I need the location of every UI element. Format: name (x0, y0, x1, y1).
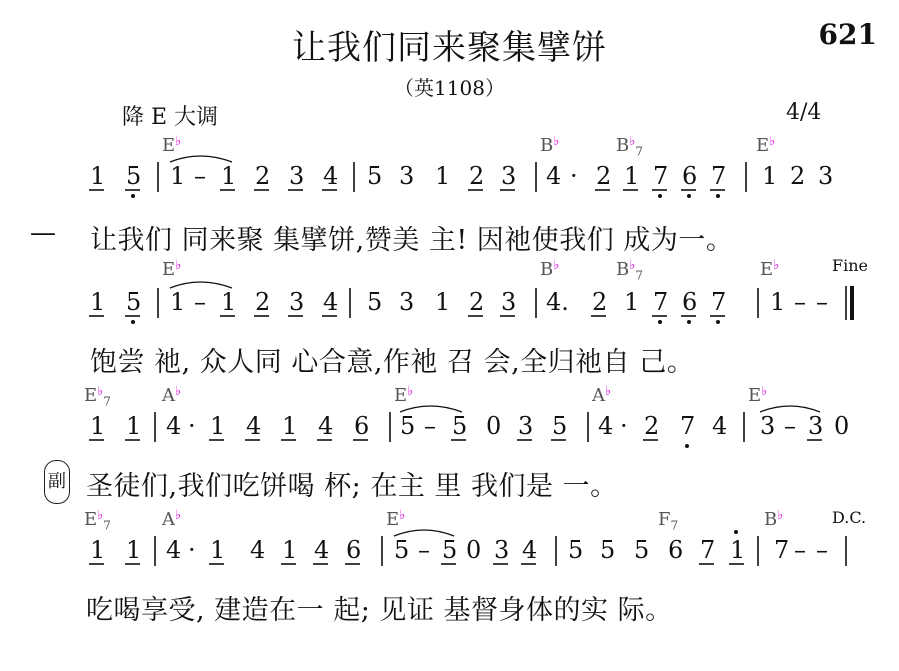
svg-text:2: 2 (255, 288, 271, 316)
svg-text:6: 6 (346, 536, 362, 564)
key-signature: 降 E 大调 (122, 105, 219, 130)
svg-text:4: 4 (598, 412, 614, 440)
svg-text:1: 1 (435, 162, 451, 190)
svg-text:3: 3 (399, 162, 415, 190)
chord: E♭ (162, 134, 182, 156)
chord: $B^♭_7$ (616, 134, 644, 159)
lyrics-line-1: 让我们 同来聚 集擘饼,赞美 主! 因祂使我们 成为一。 (90, 225, 734, 256)
svg-text:0: 0 (486, 412, 502, 440)
time-signature: 4/4 (786, 100, 822, 125)
svg-text:1: 1 (126, 536, 142, 564)
hymn-number: 621 (818, 18, 877, 51)
svg-text:2: 2 (255, 162, 271, 190)
svg-text:–: – (816, 288, 828, 316)
svg-text:1: 1 (730, 536, 746, 564)
svg-text:2: 2 (469, 288, 485, 316)
svg-text:5: 5 (442, 536, 458, 564)
svg-text:1: 1 (126, 412, 142, 440)
svg-text:1: 1 (282, 412, 298, 440)
notation-row-1 (0, 156, 899, 200)
notation-row-2 (0, 282, 899, 326)
svg-text:1: 1 (210, 536, 226, 564)
svg-text:1: 1 (221, 162, 237, 190)
svg-text:4.: 4. (546, 288, 569, 316)
svg-text:6: 6 (682, 162, 698, 190)
svg-text:4: 4 (712, 412, 728, 440)
chord: $F_7$ (658, 509, 679, 533)
dc-marker: D.C. (832, 508, 867, 527)
chord: $E^♭_7$ (84, 384, 111, 409)
svg-text:4: 4 (522, 536, 538, 564)
svg-text:4: 4 (250, 536, 266, 564)
svg-text:·: · (188, 536, 196, 564)
chord: E♭ (394, 384, 414, 406)
svg-text:5: 5 (367, 288, 383, 316)
notation-svg-1 (0, 156, 899, 206)
svg-text:3: 3 (818, 162, 834, 190)
svg-text:5: 5 (552, 412, 568, 440)
line-lead-dash: — (30, 218, 57, 248)
svg-text:5: 5 (600, 536, 616, 564)
svg-text:3: 3 (760, 412, 776, 440)
svg-text:4: 4 (546, 162, 562, 190)
svg-text:1: 1 (90, 162, 106, 190)
svg-text:2: 2 (790, 162, 806, 190)
notation-svg-4 (0, 530, 899, 580)
svg-text:7: 7 (700, 536, 716, 564)
svg-text:4: 4 (323, 162, 339, 190)
chord: A♭ (592, 384, 612, 406)
svg-text:2: 2 (592, 288, 608, 316)
svg-text:3: 3 (808, 412, 824, 440)
lyrics-line-3: 圣徒们,我们吃饼喝 杯; 在主 里 我们是 一。 (86, 471, 618, 502)
english-reference: （英1108） (394, 76, 505, 100)
svg-text:5: 5 (452, 412, 468, 440)
svg-text:–: – (816, 536, 828, 564)
svg-text:7: 7 (653, 288, 669, 316)
svg-text:1: 1 (435, 288, 451, 316)
chord: $B^♭_7$ (616, 258, 644, 283)
fine-marker: Fine (832, 256, 868, 275)
svg-text:0: 0 (834, 412, 850, 440)
chord-row-2 (0, 258, 899, 284)
song-title: 让我们同来聚集擘饼 (292, 28, 607, 68)
svg-text:1: 1 (770, 288, 786, 316)
svg-text:1: 1 (90, 288, 106, 316)
svg-text:3: 3 (501, 162, 517, 190)
svg-text:3: 3 (494, 536, 510, 564)
svg-text:5: 5 (634, 536, 650, 564)
svg-text:7: 7 (653, 162, 669, 190)
chorus-marker: 副 (44, 460, 70, 504)
svg-text:3: 3 (501, 288, 517, 316)
chord: B♭ (764, 508, 784, 530)
svg-text:2: 2 (644, 412, 660, 440)
svg-text:1: 1 (624, 162, 640, 190)
svg-text:7: 7 (711, 288, 727, 316)
svg-text:–: – (194, 288, 206, 316)
svg-text:4: 4 (323, 288, 339, 316)
svg-text:3: 3 (289, 162, 305, 190)
svg-text:7: 7 (711, 162, 727, 190)
svg-text:1: 1 (170, 162, 186, 190)
svg-text:6: 6 (668, 536, 684, 564)
svg-text:5: 5 (400, 412, 416, 440)
chord: A♭ (162, 508, 182, 530)
svg-text:1: 1 (210, 412, 226, 440)
svg-text:1: 1 (624, 288, 640, 316)
svg-text:1: 1 (170, 288, 186, 316)
svg-text:7: 7 (774, 536, 790, 564)
chord: E♭ (748, 384, 768, 406)
svg-text:·: · (188, 412, 196, 440)
chord: $E^♭_7$ (84, 508, 111, 533)
svg-text:3: 3 (399, 288, 415, 316)
svg-text:–: – (424, 412, 436, 440)
notation-row-3 (0, 406, 899, 450)
svg-text:·: · (570, 162, 578, 190)
svg-text:4: 4 (166, 412, 182, 440)
svg-text:1: 1 (221, 288, 237, 316)
svg-text:·: · (620, 412, 628, 440)
svg-text:–: – (794, 288, 806, 316)
svg-text:4: 4 (314, 536, 330, 564)
svg-text:1: 1 (762, 162, 778, 190)
lyrics-line-4: 吃喝享受, 建造在一 起; 见证 基督身体的实 际。 (86, 595, 673, 626)
svg-text:–: – (784, 412, 796, 440)
svg-text:7: 7 (680, 412, 696, 440)
svg-text:4: 4 (166, 536, 182, 564)
svg-text:–: – (794, 536, 806, 564)
chord: A♭ (162, 384, 182, 406)
svg-text:5: 5 (367, 162, 383, 190)
svg-text:2: 2 (469, 162, 485, 190)
chord: E♭ (756, 134, 776, 156)
chord: E♭ (386, 508, 406, 530)
svg-text:5: 5 (126, 288, 142, 316)
svg-text:2: 2 (596, 162, 612, 190)
svg-text:4: 4 (318, 412, 334, 440)
notation-svg-2 (0, 282, 899, 332)
chord: E♭ (162, 258, 182, 280)
svg-text:1: 1 (90, 412, 106, 440)
svg-text:5: 5 (126, 162, 142, 190)
chord: B♭ (540, 258, 560, 280)
svg-text:–: – (194, 162, 206, 190)
svg-text:5: 5 (568, 536, 584, 564)
svg-text:6: 6 (682, 288, 698, 316)
svg-text:1: 1 (282, 536, 298, 564)
notation-svg-3 (0, 406, 899, 456)
svg-text:3: 3 (518, 412, 534, 440)
chord: B♭ (540, 134, 560, 156)
svg-text:5: 5 (394, 536, 410, 564)
chord: E♭ (760, 258, 780, 280)
svg-text:1: 1 (90, 536, 106, 564)
svg-text:6: 6 (354, 412, 370, 440)
svg-text:0: 0 (466, 536, 482, 564)
notation-row-4 (0, 530, 899, 574)
svg-text:3: 3 (289, 288, 305, 316)
svg-text:–: – (418, 536, 430, 564)
lyrics-line-2: 饱尝 祂, 众人同 心合意,作祂 召 会,全归祂自 己。 (90, 347, 695, 378)
svg-text:4: 4 (246, 412, 262, 440)
